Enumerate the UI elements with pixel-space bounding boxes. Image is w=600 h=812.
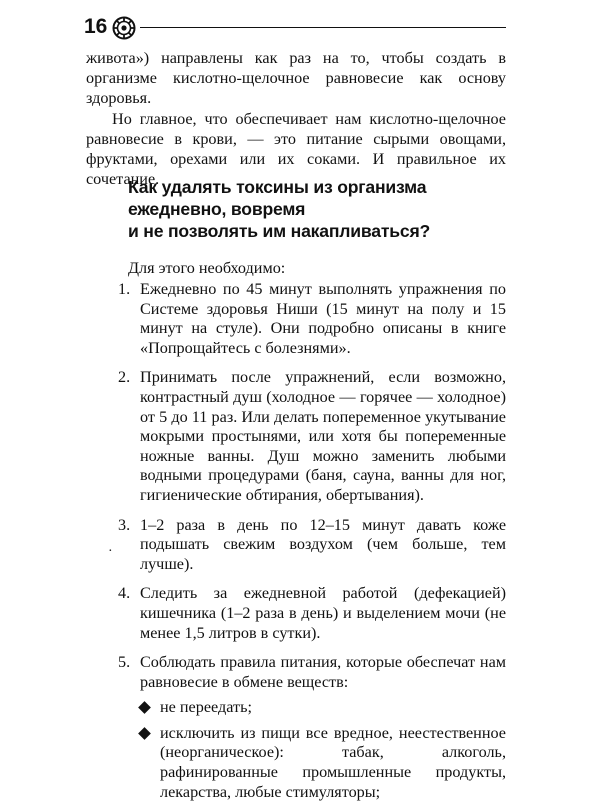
list-item (118, 653, 506, 802)
intro-text (86, 48, 506, 189)
heading-line: и не позволять им накапливаться? (128, 221, 431, 241)
bullet-item (140, 698, 506, 718)
diamond-bullet-icon (138, 727, 151, 740)
page-header (84, 14, 506, 42)
list-item-number: 1. (118, 280, 131, 298)
list-item (118, 368, 506, 505)
list-item (118, 516, 506, 575)
list-item-text: 1–2 раза в день по 12–15 минут давать коже подышать свежим воздухом (чем больше, тем лучше). (140, 515, 506, 573)
list-item-text: Следить за ежедневной работой (дефекацией) кишечника (1–2 раза в день) и выделением мочи (не менее 1,5 литров в сутки). (140, 584, 506, 642)
list-item-number: 4. (118, 584, 131, 603)
heading-line: ежедневно, вовремя (128, 199, 306, 219)
bullet-item (140, 724, 506, 802)
diamond-bullet-icon (138, 701, 151, 714)
list-item-text: Соблюдать правила питания, которые обеспечат нам равновесие в обмене веществ: (140, 653, 506, 691)
list-item-text: Принимать после упражнений, если возможно, контрастный душ (холодное — горячее — холодное) от 5 до 11 раз. Или делать попеременное укутывание мокрыми простынями, или хотя бы попеременные ножные ванны. Душ можно заменить любыми водными процедурами (баня, сауна, ванны для ног, гигиенические обтирания, обертывания). (140, 368, 506, 504)
intro-paragraph-1: живота») направлены как раз на то, чтобы создать в организме кислотно-щелочное равновесие как основу здоровья. (86, 49, 506, 108)
section-heading (128, 176, 506, 242)
bullet-text: не переедать; (160, 698, 252, 717)
bullet-text: исключить из пищи все вредное, неестественное (неорганическое): табак, алкоголь, рафинированные промышленные продукты, лекарства, любые стимуляторы; (160, 723, 506, 801)
list-item (118, 584, 506, 643)
list-item-number: 2. (118, 368, 131, 387)
header-rule (140, 27, 506, 28)
list-item-number: 3. (118, 515, 131, 534)
page-number: 16 (84, 15, 108, 38)
intro-paragraph-2: Но главное, что обеспечивает нам кислотно-щелочное равновесие в крови, — это питание сырыми овощами, фруктами, орехами или их соками. И правильное их сочетание. (86, 109, 506, 189)
list-item (118, 280, 506, 358)
list-item-text: Ежедневно по 45 минут выполнять упражнения по Системе здоровья Ниши (15 минут на полу и 15 минут на стуле). Они подробно описаны в книге «Попрощайтесь с болезнями». (140, 280, 506, 357)
section-lead: Для этого необходимо: (128, 259, 286, 277)
list-item-number: 5. (118, 653, 131, 672)
numbered-list (118, 280, 506, 812)
flower-emblem-icon (112, 16, 136, 40)
heading-line: Как удалять токсины из организма (128, 177, 427, 197)
stray-mark: · (108, 544, 113, 559)
